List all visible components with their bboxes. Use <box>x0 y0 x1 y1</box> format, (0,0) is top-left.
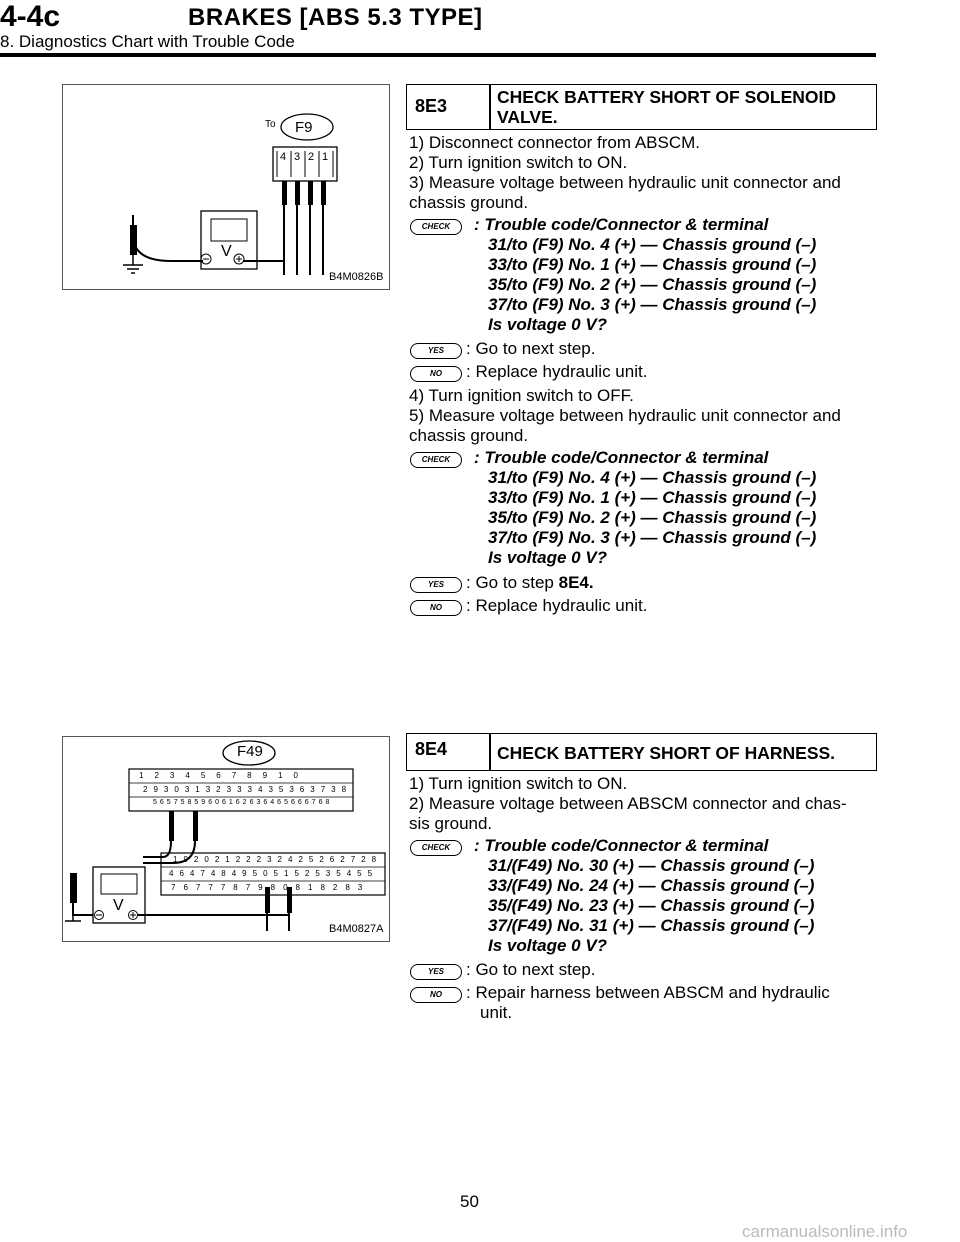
step-line: 5) Measure voltage between hydraulic unit connector and <box>409 406 841 425</box>
check-line: : Trouble code/Connector & terminal <box>474 836 769 855</box>
header-rule <box>0 53 876 57</box>
check-line: : Trouble code/Connector & terminal <box>474 215 769 234</box>
pin: 80 <box>270 883 296 892</box>
step-line: 1) Turn ignition switch to ON. <box>409 774 628 793</box>
pin: 30 <box>163 785 185 794</box>
pin: 57 <box>166 799 181 806</box>
pin: 83 <box>345 883 371 892</box>
pin: 34 <box>247 785 269 794</box>
pin: 35 <box>268 785 290 794</box>
f49-wiring-svg <box>63 737 389 941</box>
pin: 7 <box>231 771 248 780</box>
pin: 21 <box>214 855 236 864</box>
section-title: BRAKES [ABS 5.3 TYPE] <box>188 4 483 31</box>
pin: 19 <box>173 855 194 864</box>
pin: 27 <box>340 855 362 864</box>
check-line: 37/to (F9) No. 3 (+) — Chassis ground (–) <box>488 528 817 547</box>
pin: 56 <box>153 799 167 806</box>
pin: 67 <box>304 799 319 806</box>
yes-answer: : Go to next step. <box>466 960 596 979</box>
check-line: 37/to (F9) No. 3 (+) — Chassis ground (–) <box>488 295 817 314</box>
check-line: 31/(F49) No. 30 (+) — Chassis ground (–) <box>488 856 815 875</box>
yes-answer: : Go to next step. <box>466 339 596 358</box>
pin: 59 <box>194 799 209 806</box>
pin-2: 2 <box>308 151 315 163</box>
figure-f49-diagram <box>62 736 390 942</box>
pin: 78 <box>220 883 246 892</box>
pin: 53 <box>315 869 337 878</box>
pin: 61 <box>221 799 236 806</box>
check-line: 35/to (F9) No. 2 (+) — Chassis ground (–) <box>488 275 817 294</box>
pin: 29 <box>143 785 164 794</box>
check-badge: CHECK <box>410 452 462 468</box>
pin: 60 <box>208 799 222 806</box>
pin: 8 <box>247 771 263 780</box>
yes-badge: YES <box>410 343 462 359</box>
pin: 37 <box>310 785 332 794</box>
pin-row-6 <box>171 883 370 892</box>
pin: 28 <box>361 855 383 864</box>
pin: 65 <box>277 799 291 806</box>
pin: 49 <box>231 869 253 878</box>
pin-row-2 <box>143 785 352 794</box>
check-line: 35/to (F9) No. 2 (+) — Chassis ground (–) <box>488 508 817 527</box>
pin: 6 <box>216 771 232 780</box>
check-line: 33/to (F9) No. 1 (+) — Chassis ground (–) <box>488 488 817 507</box>
pin-row-5 <box>169 869 378 878</box>
no-answer: : Replace hydraulic unit. <box>466 596 648 615</box>
pin-row-4 <box>173 855 382 864</box>
yes-answer-text: : Go to step <box>466 573 559 592</box>
pin: 47 <box>189 869 211 878</box>
step-title: CHECK BATTERY SHORT OF HARNESS. <box>497 743 836 763</box>
pin: 38 <box>331 785 353 794</box>
check-block <box>474 836 814 956</box>
step-line: sis ground. <box>409 814 493 833</box>
no-answer: : Replace hydraulic unit. <box>466 362 648 381</box>
no-answer-line2: unit. <box>480 1003 513 1022</box>
check-badge: CHECK <box>410 840 462 856</box>
step-8e3-header <box>406 84 877 130</box>
check-block <box>474 448 816 568</box>
no-answer <box>466 983 830 1023</box>
check-line: 31/to (F9) No. 4 (+) — Chassis ground (–) <box>488 468 817 487</box>
check-line: 31/to (F9) No. 4 (+) — Chassis ground (–) <box>488 235 817 254</box>
yes-badge: YES <box>410 577 462 593</box>
pin: 26 <box>319 855 341 864</box>
yes-badge: YES <box>410 964 462 980</box>
step-line: chassis ground. <box>409 426 529 445</box>
f9-label: F9 <box>295 119 313 136</box>
pin: 32 <box>205 785 227 794</box>
pin: 22 <box>235 855 257 864</box>
check-line: 37/(F49) No. 31 (+) — Chassis ground (–) <box>488 916 815 935</box>
f49-label: F49 <box>237 743 263 760</box>
step-title <box>497 87 836 127</box>
pin: 3 <box>169 771 186 780</box>
section-code: 4-4c <box>0 0 61 33</box>
check-line: Is voltage 0 V? <box>488 548 608 567</box>
pin: 4 <box>185 771 201 780</box>
pin: 20 <box>193 855 215 864</box>
pin: 55 <box>357 869 379 878</box>
to-label: To <box>265 119 276 130</box>
header-divider <box>489 734 491 770</box>
pin: 1 <box>139 771 155 780</box>
pin-4: 4 <box>280 151 287 163</box>
pin: 50 <box>252 869 274 878</box>
step-link[interactable]: 8E4. <box>558 573 594 592</box>
pin: 51 <box>273 869 295 878</box>
check-block <box>474 215 816 335</box>
pin: 33 <box>226 785 248 794</box>
step-line: 1) Disconnect connector from ABSCM. <box>409 133 701 152</box>
step-code: 8E4 <box>415 739 448 759</box>
check-line: Is voltage 0 V? <box>488 315 608 334</box>
step-line: 2) Measure voltage between ABSCM connector and chas- <box>409 794 847 813</box>
figure-code: B4M0827A <box>329 923 384 935</box>
step-line: 2) Turn ignition switch to ON. <box>409 153 628 172</box>
header-divider <box>489 85 491 129</box>
pin: 77 <box>195 883 221 892</box>
check-line: : Trouble code/Connector & terminal <box>474 448 769 467</box>
pin: 48 <box>210 869 232 878</box>
step-code: 8E3 <box>415 96 448 116</box>
pin: 5 <box>200 771 217 780</box>
check-line: 33/to (F9) No. 1 (+) — Chassis ground (–) <box>488 255 817 274</box>
check-badge: CHECK <box>410 219 462 235</box>
pin-row-1 <box>139 771 309 780</box>
pin: 64 <box>263 799 278 806</box>
pin: 76 <box>171 883 196 892</box>
step-8e4-header <box>406 733 877 771</box>
step-line: 3) Measure voltage between hydraulic unit connector and <box>409 173 841 192</box>
check-line: Is voltage 0 V? <box>488 936 608 955</box>
no-badge: NO <box>410 600 462 616</box>
pin: 63 <box>249 799 264 806</box>
pin: 2 <box>154 771 170 780</box>
pin: 46 <box>169 869 190 878</box>
step-line: chassis ground. <box>409 193 529 212</box>
pin: 79 <box>245 883 271 892</box>
pin: 24 <box>277 855 299 864</box>
subsection-title: 8. Diagnostics Chart with Trouble Code <box>0 32 295 51</box>
pin: 36 <box>289 785 311 794</box>
pin: 10 <box>278 771 309 780</box>
page-number: 50 <box>460 1192 479 1211</box>
pin: 31 <box>184 785 206 794</box>
yes-answer <box>466 573 594 593</box>
no-badge: NO <box>410 366 462 382</box>
pin: 66 <box>290 799 305 806</box>
step-line: 4) Turn ignition switch to OFF. <box>409 386 634 405</box>
pin: 68 <box>318 799 333 806</box>
figure-code: B4M0826B <box>329 271 384 283</box>
pin: 82 <box>320 883 346 892</box>
pin: 62 <box>235 799 250 806</box>
pin: 81 <box>295 883 321 892</box>
pin-1: 1 <box>322 151 329 163</box>
watermark: carmanualsonline.info <box>742 1222 908 1241</box>
meter-v: V <box>113 897 124 914</box>
pin: 52 <box>294 869 316 878</box>
no-badge: NO <box>410 987 462 1003</box>
check-line: 33/(F49) No. 24 (+) — Chassis ground (–) <box>488 876 815 895</box>
pin: 54 <box>336 869 358 878</box>
pin: 9 <box>262 771 279 780</box>
pin-row-3 <box>153 799 332 806</box>
step-title-line1: CHECK BATTERY SHORT OF SOLENOID <box>497 87 836 107</box>
pin-3: 3 <box>294 151 301 163</box>
pin: 25 <box>298 855 320 864</box>
pin: 23 <box>256 855 278 864</box>
no-answer-line1: : Repair harness between ABSCM and hydraulic <box>466 983 830 1002</box>
meter-v: V <box>221 243 232 260</box>
check-line: 35/(F49) No. 23 (+) — Chassis ground (–) <box>488 896 815 915</box>
pin: 58 <box>180 799 195 806</box>
figure-f9-diagram <box>62 84 390 290</box>
step-title-line2: VALVE. <box>497 107 558 127</box>
